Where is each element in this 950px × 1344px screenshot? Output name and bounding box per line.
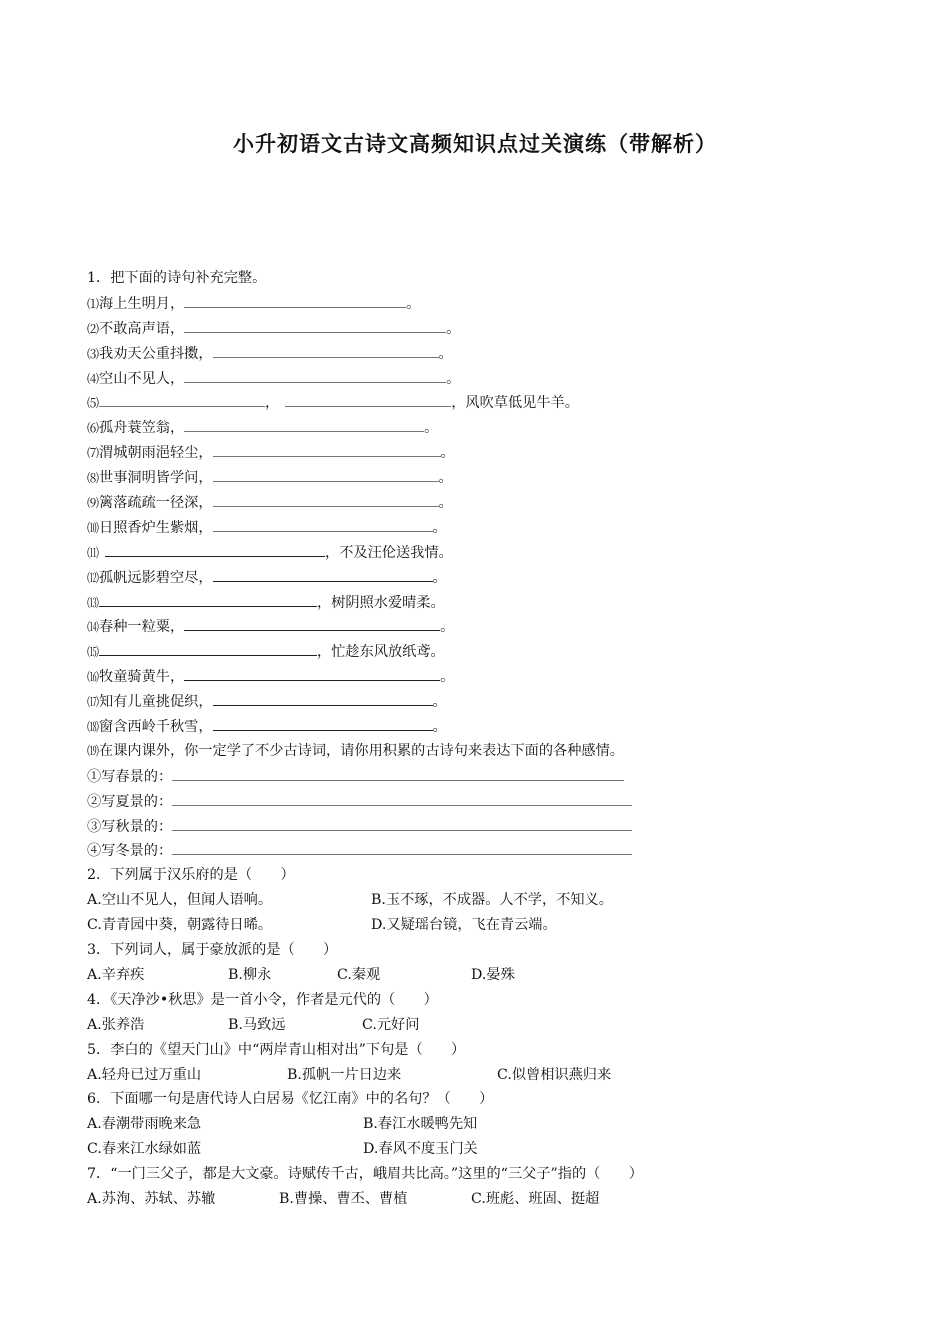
answer-blank[interactable] [213,341,439,358]
q1-item-5 [87,390,907,415]
answer-blank[interactable] [213,490,439,507]
option-a[interactable]: A.轻舟已过万重山 [87,1066,202,1083]
poem-line: 我劝天公重抖擞， [99,345,213,362]
q1-item-16 [87,664,907,689]
option-d[interactable]: D.春风不度玉门关 [363,1141,478,1158]
poem-line: ，不及汪伦送我情。 [325,544,453,561]
prompt-label: ①写春景的： [87,768,173,785]
option-c[interactable]: C.春来江水绿如蓝 [87,1141,202,1158]
q6-options-row-1 [87,1112,907,1137]
poem-line: 不敢高声语， [99,320,185,337]
poem-line: 孤帆远影碧空尽， [99,569,213,586]
poem-line: 渭城朝雨浥轻尘， [99,445,213,462]
item-number: ⑴ [87,296,100,311]
option-c[interactable]: C.似曾相识燕归来 [497,1066,612,1083]
punctuation: 。 [424,420,439,437]
document-title: 小升初语文古诗文高频知识点过关演练（带解析） [233,132,717,156]
punctuation: 。 [432,694,447,711]
q1-item-10 [87,515,907,540]
answer-blank[interactable] [213,714,433,731]
item-number: ⑶ [87,346,100,361]
item-number: ⒀ [87,595,100,610]
item-number: ⑺ [87,446,100,461]
q6-options-row-2 [87,1137,907,1162]
question-5-stem: 5．李白的《望天门山》中“两岸青山相对出”下句是（ ） [87,1041,466,1058]
punctuation: 。 [438,495,453,512]
poem-line: 日照香炉生紫烟， [99,519,213,536]
q1-item-17 [87,689,907,714]
answer-blank[interactable] [213,689,433,706]
option-b[interactable]: B.曹操、曹丕、曹植 [279,1190,408,1207]
q5-options [87,1063,907,1088]
poem-line: ，树阴照水爱晴柔。 [317,594,445,611]
q1-item-6 [87,415,907,440]
punctuation: 。 [438,345,453,362]
q1-item-14 [87,614,907,639]
q1-item-12 [87,565,907,590]
q1-item-1 [87,291,907,316]
answer-blank[interactable] [172,789,632,806]
punctuation: 。 [432,569,447,586]
option-c[interactable]: C.元好问 [362,1016,420,1033]
poem-line: 春种一粒粟， [99,619,185,636]
question-1-stem: 1．把下面的诗句补充完整。 [87,270,267,286]
poem-line: 牧童骑黄牛， [99,669,185,686]
poem-line: 世事洞明皆学问， [99,470,213,487]
poem-line: ，风吹草低见牛羊。 [451,395,579,412]
punctuation: 。 [440,619,455,636]
answer-blank[interactable] [213,515,433,532]
q1-item-11 [87,540,907,565]
punctuation: ， [265,395,280,412]
answer-blank[interactable] [99,390,265,407]
answer-blank[interactable] [184,291,406,308]
q2-options-row-1 [87,888,907,913]
q1-19-winter [87,838,907,863]
answer-blank[interactable] [184,614,440,631]
answer-blank[interactable] [99,639,317,656]
q1-19-summer [87,789,907,814]
punctuation: 。 [432,519,447,536]
option-a[interactable]: A.辛弃疾 [87,966,145,983]
answer-blank[interactable] [172,838,632,855]
punctuation: 。 [440,669,455,686]
option-a[interactable]: A.张养浩 [87,1016,145,1033]
prompt-label: ④写冬景的： [87,843,173,860]
item-number: ⑹ [87,421,100,436]
answer-blank[interactable] [285,390,451,407]
item-number: ⒃ [87,670,100,685]
sub-question-stem: 在课内课外，你一定学了不少古诗词，请你用积累的古诗句来表达下面的各种感情。 [99,742,624,759]
item-number: ⒅ [87,720,100,735]
answer-blank[interactable] [99,590,317,607]
item-number: ⑼ [87,496,100,511]
q1-19-spring [87,764,907,789]
q1-item-15 [87,639,907,664]
answer-blank[interactable] [172,814,632,831]
item-number: ⑿ [87,570,100,585]
poem-line: 窗含西岭千秋雪， [99,719,213,736]
q1-item-4 [87,366,907,391]
option-b[interactable]: B.孤帆一片日边来 [287,1066,402,1083]
option-a[interactable]: A.空山不见人，但闻人语响。 [87,892,273,909]
q1-item-13 [87,590,907,615]
q1-item-7 [87,440,907,465]
poem-line: 篱落疏疏一径深， [99,495,213,512]
prompt-label: ②写夏景的： [87,793,173,810]
q3-options [87,963,907,988]
question-3-stem: 3．下列词人，属于豪放派的是（ ） [87,942,338,959]
q1-19-autumn [87,814,907,839]
q1-item-2 [87,316,907,341]
q1-item-8 [87,465,907,490]
option-b[interactable]: B.春江水暖鸭先知 [363,1116,478,1133]
q1-item-19 [87,739,907,764]
question-2-stem: 2．下列属于汉乐府的是（ ） [87,867,295,884]
item-number: ⑸ [87,396,100,411]
answer-blank[interactable] [213,565,433,582]
option-b[interactable]: B.柳永 [228,966,272,983]
punctuation: 。 [432,719,447,736]
answer-blank[interactable] [184,415,424,432]
answer-blank[interactable] [213,440,441,457]
poem-line: 知有儿童挑促织， [99,694,213,711]
item-number: ⒂ [87,645,100,660]
item-number: ⑷ [87,371,100,386]
q2-options-row-2 [87,913,907,938]
option-a[interactable]: A.春潮带雨晚来急 [87,1116,202,1133]
option-c[interactable]: C.青青园中葵，朝露待日晞。 [87,917,273,934]
question-6-stem: 6．下面哪一句是唐代诗人白居易《忆江南》中的名句？（ ） [87,1091,494,1108]
item-number: ⑾ [87,545,100,560]
item-number: ⑽ [87,520,100,535]
option-d[interactable]: D.又疑瑶台镜，飞在青云端。 [371,917,557,934]
item-number: ⒄ [87,695,100,710]
prompt-label: ③写秋景的： [87,818,173,835]
punctuation: 。 [446,370,461,387]
option-b[interactable]: B.玉不琢，不成器。人不学，不知义。 [371,892,613,909]
punctuation: 。 [446,320,461,337]
poem-line: 孤舟蓑笠翁， [99,420,185,437]
option-d[interactable]: D.晏殊 [471,966,515,983]
answer-blank[interactable] [105,540,325,557]
document-body [87,266,907,1212]
item-number: ⑻ [87,471,100,486]
q4-options [87,1013,907,1038]
item-number: ⑵ [87,321,100,336]
q1-item-3 [87,341,907,366]
item-number: ⒁ [87,620,100,635]
option-c[interactable]: C.班彪、班固、挺超 [471,1190,600,1207]
answer-blank[interactable] [172,764,624,781]
question-4-stem: 4．《天净沙•秋思》是一首小令，作者是元代的（ ） [87,991,438,1008]
q7-options [87,1187,907,1212]
answer-blank[interactable] [184,664,440,681]
punctuation: 。 [406,295,421,312]
poem-line: 空山不见人， [99,370,185,387]
option-a[interactable]: A.苏洵、苏轼、苏辙 [87,1190,216,1207]
punctuation: 。 [438,470,453,487]
poem-line: 海上生明月， [99,295,185,312]
answer-blank[interactable] [213,465,439,482]
option-c[interactable]: C.秦观 [337,966,381,983]
q1-item-18 [87,714,907,739]
q1-item-9 [87,490,907,515]
question-7-stem: 7．“一门三父子，都是大文豪。诗赋传千古，峨眉共比高。”这里的“三父子”指的（ ） [87,1166,643,1183]
item-number: ⒆ [87,743,100,758]
answer-blank[interactable] [184,366,446,383]
punctuation: 。 [440,445,455,462]
poem-line: ，忙趁东风放纸鸢。 [317,644,445,661]
answer-blank[interactable] [184,316,446,333]
option-b[interactable]: B.马致远 [228,1016,286,1033]
